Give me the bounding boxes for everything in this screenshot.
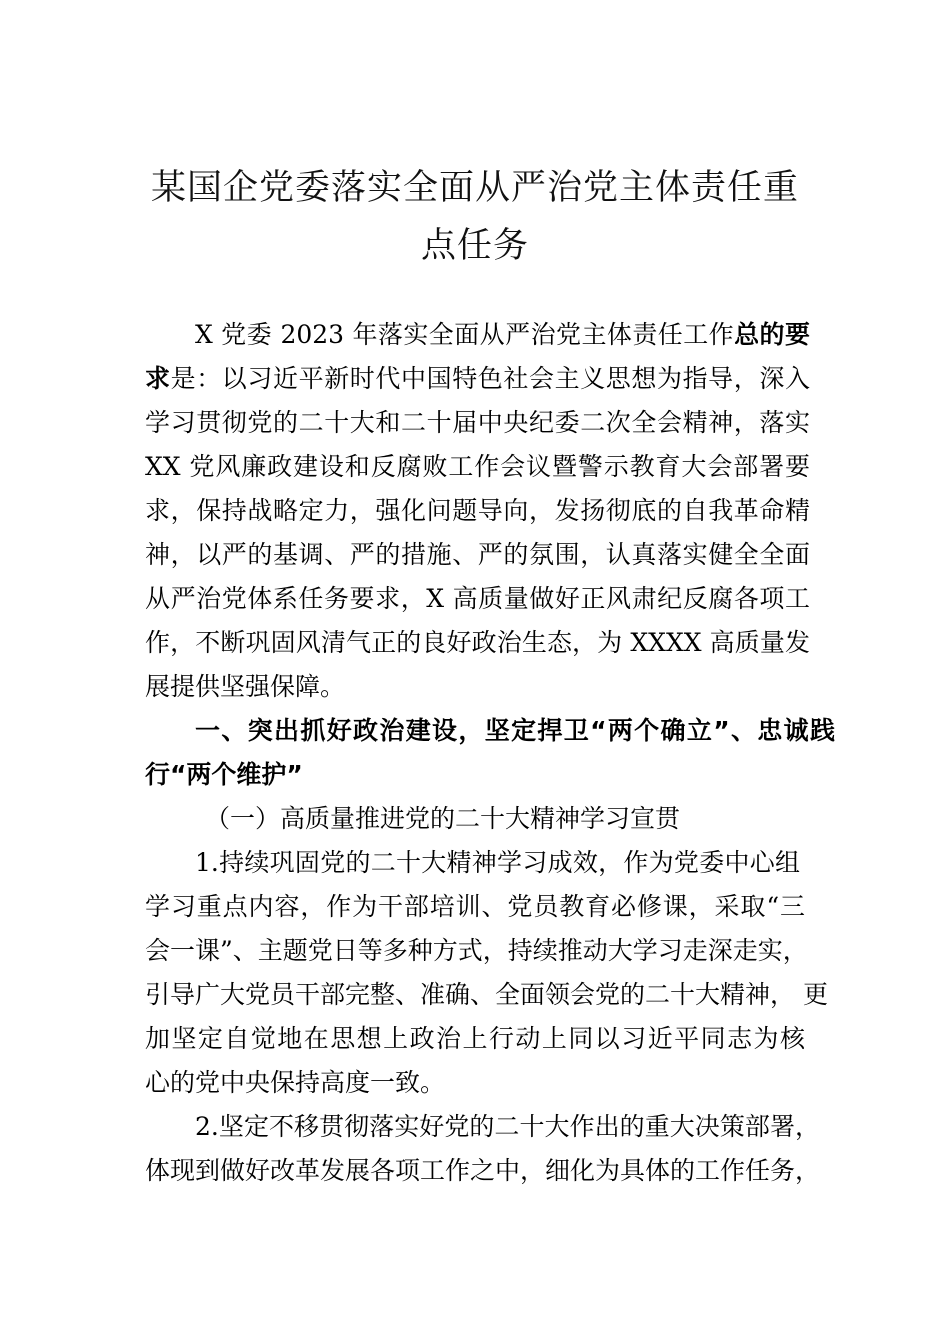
intro-line-5: 求，保持战略定力，强化问题导向，发扬彻底的自我革命精 <box>145 496 810 525</box>
intro-line-2-text: 是：以习近平新时代中国特色社会主义思想为指导，深入 <box>170 364 810 393</box>
intro-line-1 <box>195 313 810 357</box>
intro-line-9: 展提供坚强保障。 <box>145 672 346 701</box>
document-title-line-1: 某国企党委落实全面从严治党主体责任重 <box>150 168 799 208</box>
section-1-heading-line-2: 行“两个维护” <box>145 760 303 789</box>
item-1-line-3: 会一课”、主题党日等多种方式，持续推动大学习走深走实， <box>145 936 808 965</box>
intro-line-7: 从严治党体系任务要求，X 高质量做好正风肃纪反腐各项工 <box>145 584 810 613</box>
item-2-line-1: 2.坚定不移贯彻落实好党的二十大作出的重大决策部署， <box>195 1112 820 1141</box>
section-1-heading-line-1: 一、突出抓好政治建设，坚定捍卫“两个确立”、忠诚践 <box>195 716 835 745</box>
item-1-line-4: 引导广大党员干部完整、准确、全面领会党的二十大精神， 更 <box>145 980 828 1009</box>
item-1-line-2: 学习重点内容，作为干部培训、党员教育必修课，采取“三 <box>145 892 805 921</box>
intro-line-3: 学习贯彻党的二十大和二十届中央纪委二次全会精神，落实 <box>145 408 810 437</box>
intro-line-8: 作，不断巩固风清气正的良好政治生态，为 XXXX 高质量发 <box>145 628 810 657</box>
item-2-line-2: 体现到做好改革发展各项工作之中，细化为具体的工作任务， <box>145 1156 821 1185</box>
intro-line-1-text: X 党委 2023 年落实全面从严治党主体责任工作 <box>195 320 735 349</box>
document-title-line-2: 点任务 <box>420 226 529 266</box>
subsection-1-heading: （一）高质量推进党的二十大精神学习宣贯 <box>205 804 681 833</box>
intro-line-2-bold: 求 <box>145 364 171 393</box>
intro-line-1-bold: 总的要 <box>734 320 810 349</box>
item-1-line-6: 心的党中央保持高度一致。 <box>145 1068 446 1097</box>
item-1-line-1: 1.持续巩固党的二十大精神学习成效，作为党委中心组 <box>195 848 800 877</box>
intro-line-4: XX 党风廉政建设和反腐败工作会议暨警示教育大会部署要 <box>145 452 810 481</box>
intro-line-6: 神，以严的基调、严的措施、严的氛围，认真落实健全全面 <box>145 540 810 569</box>
intro-line-2 <box>145 357 810 401</box>
item-1-line-5: 加坚定自觉地在思想上政治上行动上同以习近平同志为核 <box>145 1024 805 1053</box>
